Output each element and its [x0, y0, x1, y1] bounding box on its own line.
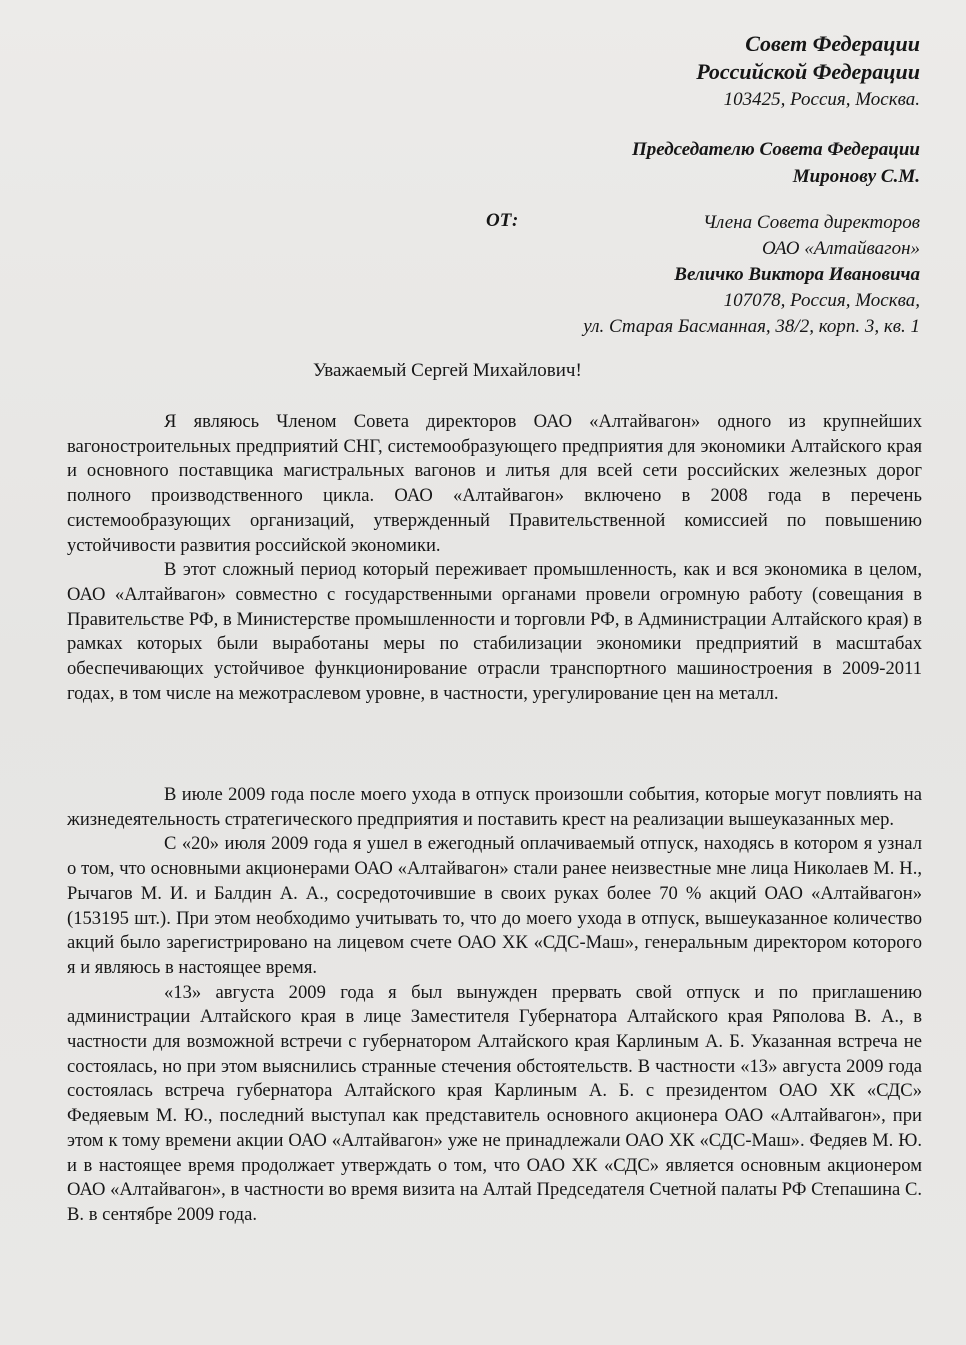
sender-block [583, 210, 920, 340]
letter-body-part-1 [67, 410, 922, 706]
recipient-line-1: Совет Федерации [745, 31, 920, 56]
recipient-address [696, 30, 920, 113]
recipient-addressee [632, 136, 920, 190]
sender-line-2: ОАО «Алтайвагон» [762, 238, 920, 259]
letter-body-part-2 [67, 783, 922, 1228]
sender-line-1: Члена Совета директоров [702, 212, 920, 233]
paragraph: «13» августа 2009 года я был вынужден прервать свой отпуск и по приглашению администрации Алтайского края в лице Заместителя Губернатора Алтайского края Ряполова В. А., в частности для возможной встречи с губернатором Алтайского края Карлиным А. Б. Указанная встреча не состоялась, но при этом выяснились странные стечения обстоятельств. В частности «13» августа 2009 года состоялась встреча губернатора Алтайского края Карлиным А. Б. с президентом ОАО ХК «СДС» Федяевым М. Ю., последний выступал как представитель основного акционера ОАО «Алтайвагон», при этом к тому времени акции ОАО «Алтайвагон» уже не принадлежали ОАО ХК «СДС-Маш». Федяев М. Ю. и в настоящее время продолжает утверждать о том, что ОАО ХК «СДС» является основным акционером ОАО «Алтайвагон», в частности во время визита на Алтай Председателя Счетной палаты РФ Степашина С. В. в сентябре 2009 года. [67, 981, 922, 1225]
paragraph: Я являюсь Членом Совета директоров ОАО «Алтайвагон» одного из крупнейших вагоностроительных предприятий СНГ, системообразующего предприятия для экономики Алтайского края и основного поставщика магистральных вагонов и литья для всей сети российских железных дорог полного производственного цикла. ОАО «Алтайвагон» включено в 2008 года в перечень системообразующих организаций, утвержденный Правительственной комиссией по повышению устойчивости развития российской экономики. [67, 411, 922, 556]
greeting: Уважаемый Сергей Михайлович! [313, 360, 582, 381]
sender-line-4: ул. Старая Басманная, 38/2, корп. 3, кв. 1 [583, 316, 920, 337]
paragraph: В июле 2009 года после моего ухода в отпуск произошли события, которые могут повлиять на жизнедеятельность стратегического предприятия и поставить крест на реализации вышеуказанных мер. [67, 784, 922, 830]
sender-label: ОТ: [486, 210, 519, 231]
addressee-title: Председателю Совета Федерации [631, 139, 920, 160]
paragraph: С «20» июля 2009 года я ушел в ежегодный оплачиваемый отпуск, находясь в котором я узнал о том, что основными акционерами ОАО «Алтайвагон» стали ранее неизвестные мне лица Николаев М. Н., Рычагов М. И. и Балдин А. А., сосредоточившие в своих руках более 70 % акций ОАО «Алтайвагон» (153195 шт.). При этом необходимо учитывать то, что до моего ухода в отпуск, вышеуказанное количество акций было зарегистрировано на лицевом счете ОАО ХК «СДС-Маш», генеральным директором которого я и являюсь в настоящее время. [67, 833, 922, 978]
paragraph: В этот сложный период который переживает промышленность, как и вся экономика в целом, ОАО «Алтайвагон» совместно с государственными органами провели огромную работу (совещания в Правительстве РФ, в Министерстве промышленности и торговли РФ, в Администрации Алтайского края) в рамках которых были выработаны меры по стабилизации экономики предприятий в масштабах обеспечивающих устойчивое функционирование отрасли транспортного машиностроения в 2009-2011 годах, в том числе на межотраслевом уровне, в частности, урегулирование цен на металл. [67, 559, 922, 704]
sender-line-3: 107078, Россия, Москва, [723, 290, 920, 311]
recipient-line-3: 103425, Россия, Москва. [723, 89, 920, 110]
addressee-name: Миронову С.М. [792, 166, 920, 187]
sender-name: Величко Виктора Ивановича [674, 264, 920, 285]
recipient-line-2: Российской Федерации [696, 59, 920, 84]
